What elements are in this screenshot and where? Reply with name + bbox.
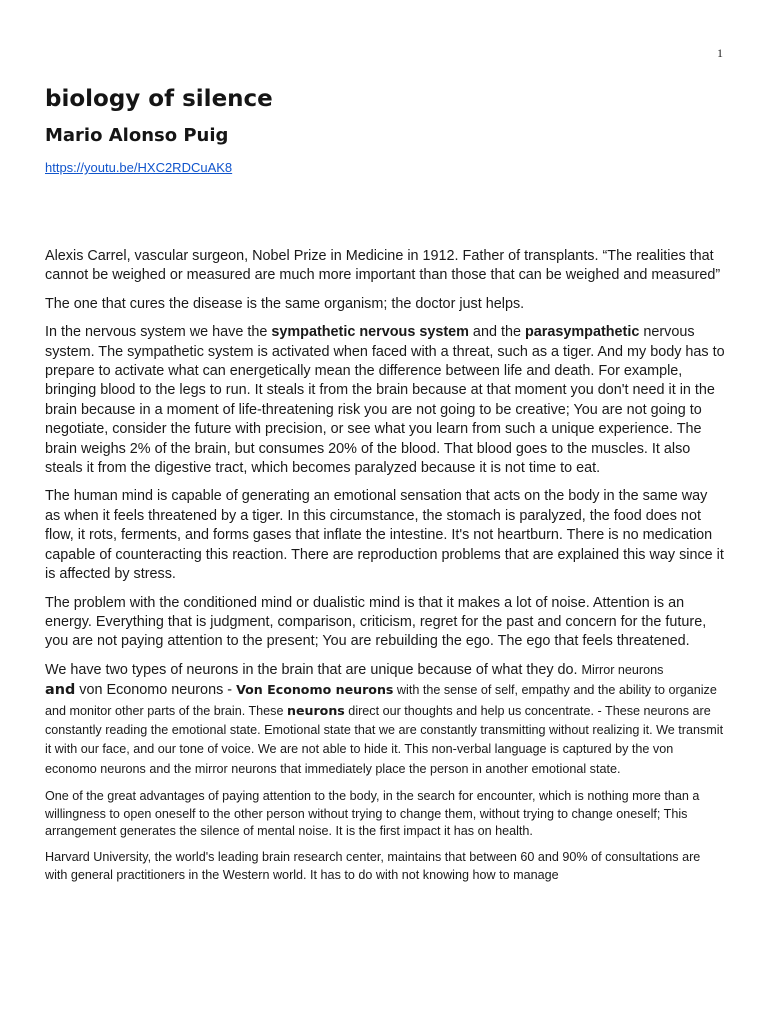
page-number: 1 xyxy=(717,46,723,60)
parasympathetic-term: parasympathetic xyxy=(524,324,640,341)
and-term: and xyxy=(45,682,76,699)
paragraph-conditioned-mind: The problem with the conditioned mind or dualistic mind is that it makes a lot of noise. Attention is an energy. Everything that is judgment, comparison, criticism, regret for the past and concern for the future, you are not paying attention to the present; You are rebuilding the ego. The ego that feels threatened. xyxy=(45,594,707,650)
paragraph-text: We have two types of neurons in the brain that are unique because of what they do. xyxy=(45,661,582,678)
paragraph-organism: The one that cures the disease is the same organism; the doctor just helps. xyxy=(45,295,525,312)
paragraph-text: direct our thoughts and help us concentrate. - These neurons are constantly reading the emotional state. Emotional state that we are constantly transmitting without realizing it. We transmit it with our face, and our tone of voice. We are not able to hide it. This non-verbal language is captured by the von economo neurons and the mirror neurons that immediately place the person in another emotional state. xyxy=(45,703,724,776)
sympathetic-term: sympathetic nervous system xyxy=(271,324,469,341)
document-title: biology of silence xyxy=(45,86,273,112)
document-content xyxy=(45,84,725,892)
video-link[interactable]: https://youtu.be/HXC2RDCuAK8 xyxy=(45,160,233,175)
paragraph-text: In the nervous system we have the xyxy=(45,324,272,341)
paragraph-attention-body: One of the great advantages of paying attention to the body, in the search for encounter, which is nothing more than a willingness to open oneself to the other person without trying to change them, without trying to change oneself; This arrangement generates the silence of mental noise. It is the first impact it has on health. xyxy=(45,789,700,839)
paragraph-text: and the xyxy=(468,324,525,341)
document-body xyxy=(45,247,725,884)
neurons-term: neurons xyxy=(287,702,345,718)
paragraph-text: Mirror neurons xyxy=(581,662,664,677)
paragraph-text: von Economo neurons - xyxy=(75,682,237,699)
paragraph-neurons xyxy=(45,661,725,779)
paragraph-human-mind: The human mind is capable of generating an emotional sensation that acts on the body in the same way as when it feels threatened by a tiger. In this circumstance, the stomach is paralyzed, the food does not flow, it rots, ferments, and forms gases that inflate the intestine. It's not heartburn. There is no medication capable of counteracting this reaction. There are reproduction problems that are explained this way since it is affected by stress. xyxy=(45,488,724,583)
von-economo-term: Von Economo neurons xyxy=(236,682,394,698)
paragraph-carrel: Alexis Carrel, vascular surgeon, Nobel Prize in Medicine in 1912. Father of transplants. “The realities that cannot be weighed or measured are much more important than those that can be weighed and measured” xyxy=(45,248,721,284)
paragraph-nervous-system xyxy=(45,323,725,478)
paragraph-text: with the sense of self, empathy and the ability to organize and monitor other parts of the brain. These xyxy=(45,683,717,718)
paragraph-text: nervous system. The sympathetic system is activated when faced with a threat, such as a tiger. And my body has to prepare to activate what can energetically mean the difference between life and death. For example, bringing blood to the legs to run. It steals it from the brain because at that moment you don't need it in the brain because in a moment of life-threatening risk you are not going to be creative; You are not going to negotiate, consider the future with precision, or see what you learn from such a unique experience. The brain weighs 2% of the brain, but consumes 20% of the blood. That blood goes to the muscles. It also steals it from the digestive tract, which becomes paralyzed because it is not time to eat. xyxy=(45,324,725,477)
paragraph-harvard: Harvard University, the world's leading brain research center, maintains that between 60 and 90% of consultations are with general practitioners in the Western world. It has to do with not knowing how to manage xyxy=(45,849,701,882)
author-name: Mario Alonso Puig xyxy=(45,125,229,146)
